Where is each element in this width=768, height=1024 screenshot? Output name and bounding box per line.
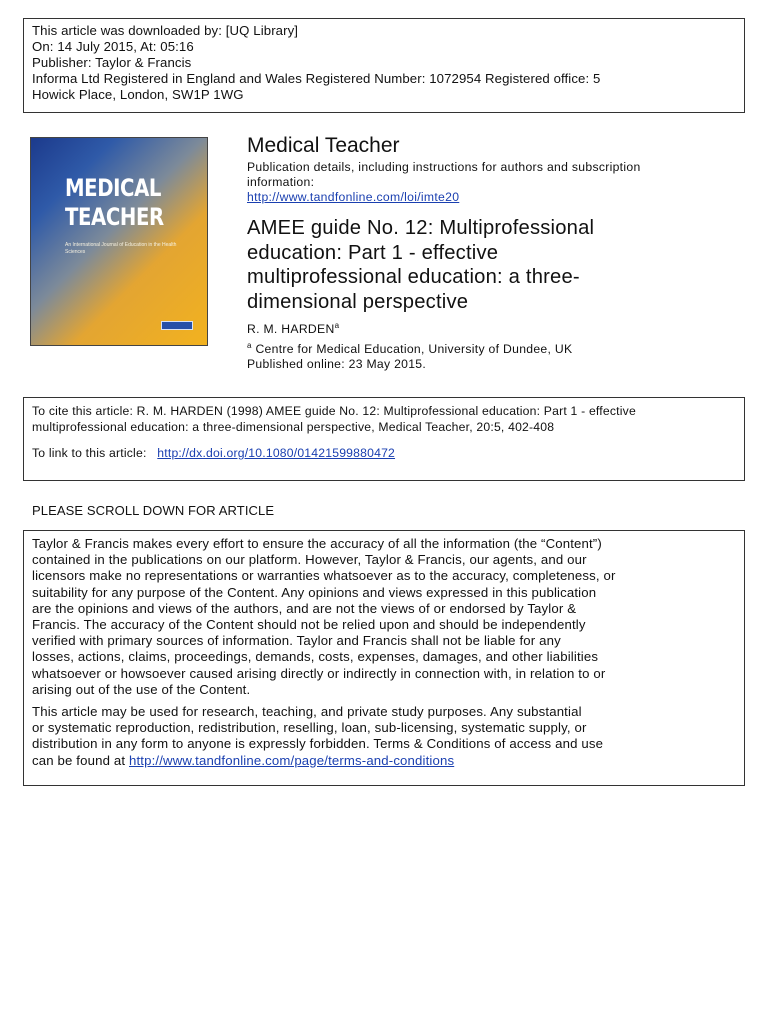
article-title-line: AMEE guide No. 12: Multiprofessional	[247, 217, 595, 239]
doi-link[interactable]: http://dx.doi.org/10.1080/01421599880472	[157, 446, 396, 460]
author-affiliation-marker: a	[334, 321, 340, 330]
download-info-text	[32, 23, 600, 103]
article-title-line: dimensional perspective	[247, 290, 469, 313]
article-title	[247, 216, 717, 314]
disclaimer-line: verified with primary sources of information. Taylor and Francis shall not be liable for any	[32, 633, 561, 649]
disclaimer-line: licensors make no representations or warranties whatsoever as to the accuracy, completeness, or	[32, 568, 616, 584]
affiliation	[247, 341, 572, 356]
download-line: On: 14 July 2015, At: 05:16	[32, 39, 194, 54]
usage-line: This article may be used for research, teaching, and private study purposes. Any substantial	[32, 704, 582, 719]
download-line: This article was downloaded by: [UQ Library]	[32, 23, 299, 38]
article-title-line: education: Part 1 - effective	[247, 241, 499, 264]
publication-details-line: information:	[247, 175, 315, 189]
terms-link[interactable]: http://www.tandfonline.com/page/terms-and-conditions	[129, 752, 455, 768]
publication-details-line: Publication details, including instructions for authors and subscription	[247, 160, 641, 174]
disclaimer-line: whatsoever or howsoever caused arising directly or indirectly in connection with, in relation to or	[32, 665, 606, 681]
citation-box	[23, 397, 745, 481]
usage-last-line	[32, 753, 744, 769]
citation-line: To cite this article: R. M. HARDEN (1998) AMEE guide No. 12: Multiprofessional education: Part 1 - effective	[32, 404, 636, 418]
cover-title-line: TEACHER	[65, 203, 164, 231]
published-date: Published online: 23 May 2015.	[247, 357, 427, 371]
affiliation-marker: a	[247, 341, 252, 350]
usage-paragraph	[32, 704, 744, 769]
download-info-box	[23, 18, 745, 113]
usage-line: distribution in any form to anyone is expressly forbidden. Terms & Conditions of access and use	[32, 736, 604, 752]
cover-subtitle: An International Journal of Education in the Health Sciences	[65, 242, 177, 255]
usage-line: or systematic reproduction, redistribution, reselling, loan, sub-licensing, systematic supply, or	[32, 720, 587, 736]
journal-title: Medical Teacher	[247, 134, 400, 157]
download-line: Howick Place, London, SW1P 1WG	[32, 87, 244, 102]
publication-details	[247, 160, 717, 205]
download-line: Informa Ltd Registered in England and Wales Registered Number: 1072954 Registered office: 5	[32, 71, 601, 86]
download-line: Publisher: Taylor & Francis	[32, 55, 192, 70]
cover-publisher-logo	[161, 321, 193, 330]
disclaimer-line: Taylor & Francis makes every effort to ensure the accuracy of all the information (the “Content”)	[32, 536, 602, 551]
article-link-label: To link to this article:	[32, 446, 147, 460]
scroll-notice: PLEASE SCROLL DOWN FOR ARTICLE	[32, 503, 275, 518]
author-name: R. M. HARDEN	[247, 322, 335, 336]
cover-title-line: MEDICAL	[65, 174, 162, 202]
disclaimer-line: are the opinions and views of the authors, and are not the views of or endorsed by Taylor &	[32, 600, 577, 616]
disclaimer-line: contained in the publications on our platform. However, Taylor & Francis, our agents, and our	[32, 552, 587, 568]
affiliation-text: Centre for Medical Education, University of Dundee, UK	[255, 342, 573, 356]
cover-title	[65, 174, 164, 232]
article-link-row	[32, 446, 395, 460]
terms-prefix: can be found at	[32, 752, 129, 768]
disclaimer-box	[23, 530, 745, 786]
article-title-line: multiprofessional education: a three-	[247, 266, 580, 288]
citation-text	[32, 404, 737, 435]
citation-line: multiprofessional education: a three-dimensional perspective, Medical Teacher, 20:5, 402-408	[32, 419, 555, 434]
disclaimer-line: suitability for any purpose of the Content. Any opinions and views expressed in this publication	[32, 584, 597, 600]
disclaimer-line: arising out of the use of the Content.	[32, 681, 251, 697]
disclaimer-paragraph	[32, 536, 744, 698]
disclaimer-line: losses, actions, claims, proceedings, demands, costs, expenses, damages, and other liabilities	[32, 649, 599, 665]
journal-cover-image	[30, 137, 208, 346]
author	[247, 321, 339, 336]
journal-url-link[interactable]: http://www.tandfonline.com/loi/imte20	[247, 190, 460, 204]
disclaimer-line: Francis. The accuracy of the Content should not be relied upon and should be independently	[32, 617, 586, 633]
